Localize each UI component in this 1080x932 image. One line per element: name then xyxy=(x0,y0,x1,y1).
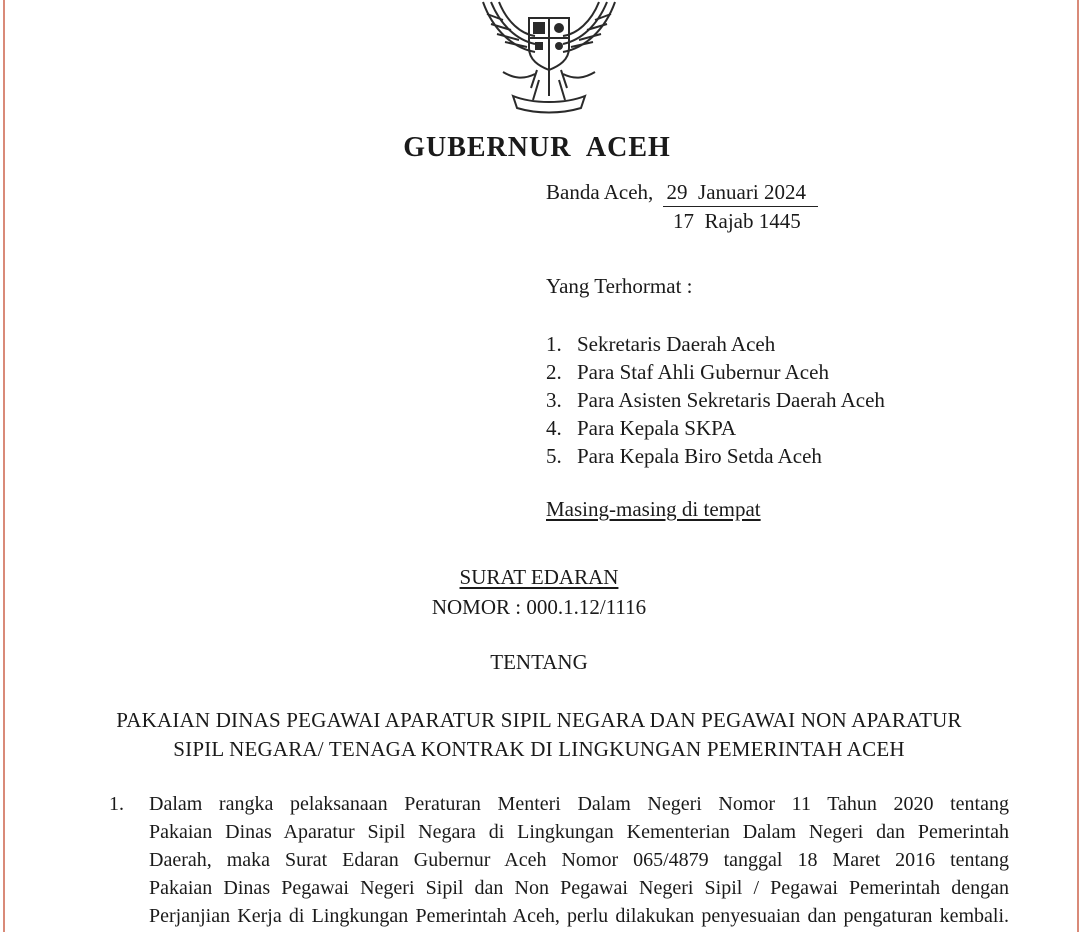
list-item-number: 1. xyxy=(546,332,562,356)
list-item-text: Para Kepala Biro Setda Aceh xyxy=(577,444,822,468)
list-item-text: Para Staf Ahli Gubernur Aceh xyxy=(577,360,829,384)
location-note: Masing-masing di tempat xyxy=(546,497,761,521)
list-item-number: 3. xyxy=(546,388,562,412)
circular-number: NOMOR : 000.1.12/1116 xyxy=(431,595,647,619)
list-item-number: 2. xyxy=(546,360,562,384)
list-item xyxy=(546,330,885,358)
letterhead-title-text: GUBERNUR ACEH xyxy=(403,132,671,163)
paragraph-line: Pakaian Dinas Aparatur Sipil Negara di Lingkungan Kementerian Dalam Negeri dan Pemerintah xyxy=(149,821,1009,843)
paragraph-line: Pakaian Dinas Pegawai Negeri Sipil dan Non Pegawai Negeri Sipil / Pegawai Pemerintah dengan xyxy=(149,877,1009,899)
circular-subject xyxy=(5,706,1073,764)
list-item-number: 4. xyxy=(546,416,562,440)
list-item-text: Para Asisten Sekretaris Daerah Aceh xyxy=(577,388,885,412)
list-item xyxy=(546,386,885,414)
list-item-text: Para Kepala SKPA xyxy=(577,416,737,440)
garuda-emblem-icon xyxy=(473,0,625,116)
circular-title: SURAT EDARAN xyxy=(459,565,619,589)
list-item xyxy=(546,358,885,386)
paragraph-number: 1. xyxy=(109,793,124,815)
date-gregorian: 29 Januari 2024 xyxy=(663,180,818,207)
paragraph-text xyxy=(149,790,1009,930)
list-item xyxy=(546,442,885,470)
date-line xyxy=(546,180,818,207)
date-hijri: 17 Rajab 1445 xyxy=(673,209,801,233)
list-item-number: 5. xyxy=(546,444,562,468)
paragraph-line: Dalam rangka pelaksanaan Peraturan Menteri Dalam Negeri Nomor 11 Tahun 2020 tentang xyxy=(149,793,1009,815)
paragraph-line: Perjanjian Kerja di Lingkungan Pemerintah Aceh, perlu dilakukan penyesuaian dan pengaturan kembali. xyxy=(149,905,1009,927)
subject-line: SIPIL NEGARA/ TENAGA KONTRAK DI LINGKUNGAN PEMERINTAH ACEH xyxy=(173,737,905,761)
letterhead-title xyxy=(5,132,1073,164)
circular-about: TENTANG xyxy=(490,650,588,674)
list-item-text: Sekretaris Daerah Aceh xyxy=(577,332,776,356)
recipient-list xyxy=(546,330,885,470)
salutation: Yang Terhormat : xyxy=(546,274,693,298)
list-item xyxy=(546,414,885,442)
date-block xyxy=(546,180,818,234)
subject-line: PAKAIAN DINAS PEGAWAI APARATUR SIPIL NEGARA DAN PEGAWAI NON APARATUR xyxy=(116,708,962,732)
body-paragraph xyxy=(109,790,1009,930)
date-place: Banda Aceh, xyxy=(546,180,654,204)
document-page xyxy=(3,0,1079,932)
paragraph-line: Daerah, maka Surat Edaran Gubernur Aceh Nomor 065/4879 tanggal 18 Maret 2016 tentang xyxy=(149,849,1009,871)
